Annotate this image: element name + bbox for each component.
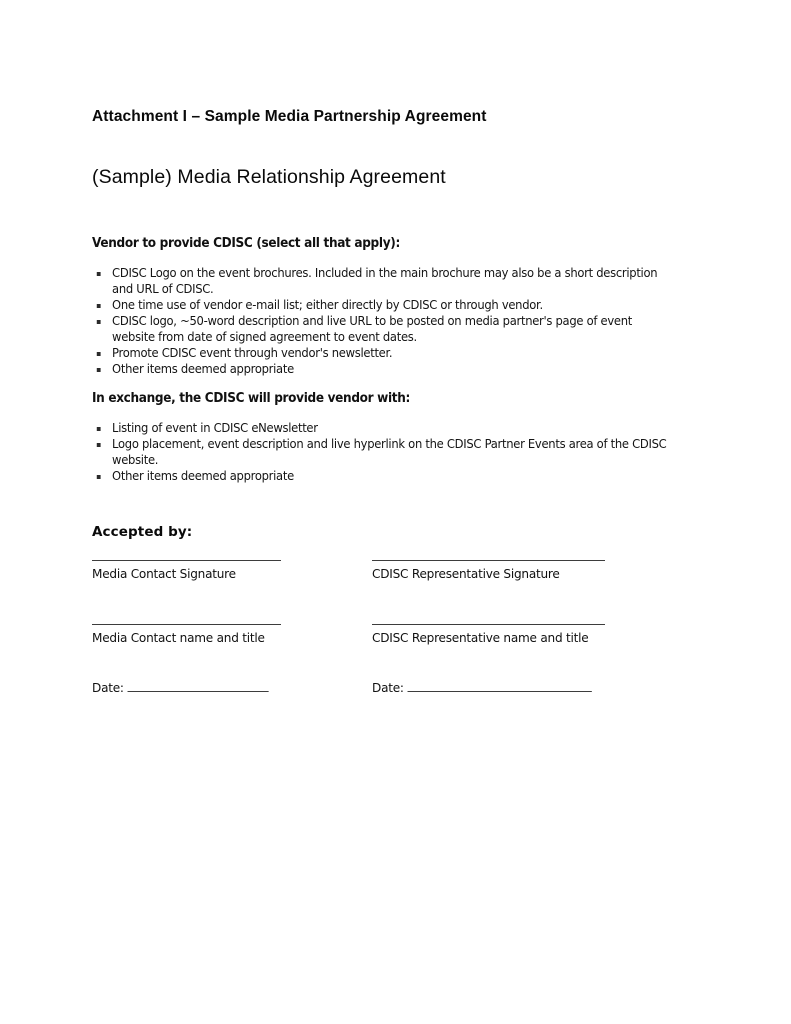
signature-label-cdisc-representative: CDISC Representative Signature: [372, 566, 560, 581]
name-title-line-media-contact[interactable]: [92, 624, 281, 625]
attachment-heading: Attachment I – Sample Media Partnership Agreement: [92, 108, 487, 125]
exchange-section-heading: In exchange, the CDISC will provide vendor with:: [92, 391, 411, 406]
list-item: CDISC Logo on the event brochures. Included in the main brochure may also be a short description and URL of CDISC.: [92, 266, 665, 297]
accepted-by-heading: Accepted by:: [92, 524, 193, 540]
list-item: Listing of event in CDISC eNewsletter: [92, 421, 675, 437]
date-label-media-contact: Date:: [92, 680, 124, 695]
vendor-section-heading: Vendor to provide CDISC (select all that apply):: [92, 236, 400, 251]
list-item: Other items deemed appropriate: [92, 469, 675, 485]
list-item: Promote CDISC event through vendor's newsletter.: [92, 346, 665, 362]
list-item: CDISC logo, ~50-word description and live URL to be posted on media partner's page of event website from date of signed agreement to event dates.: [92, 314, 665, 345]
list-item: Other items deemed appropriate: [92, 362, 665, 378]
name-title-label-cdisc-representative: CDISC Representative name and title: [372, 630, 589, 645]
name-title-line-cdisc-representative[interactable]: [372, 624, 605, 625]
page-title: (Sample) Media Relationship Agreement: [92, 166, 446, 188]
list-item: Logo placement, event description and live hyperlink on the CDISC Partner Events area of the CDISC website.: [92, 437, 675, 468]
list-item: One time use of vendor e-mail list; either directly by CDISC or through vendor.: [92, 298, 665, 314]
exchange-bullet-list: [92, 421, 702, 485]
signature-label-media-contact: Media Contact Signature: [92, 566, 236, 581]
date-field-media-contact: [92, 678, 269, 695]
signature-line-media-contact[interactable]: [92, 560, 281, 561]
date-field-cdisc-representative: [372, 678, 592, 695]
name-title-label-media-contact: Media Contact name and title: [92, 630, 265, 645]
date-input-cdisc-representative[interactable]: [408, 678, 592, 692]
date-label-cdisc-representative: Date:: [372, 680, 404, 695]
signature-line-cdisc-representative[interactable]: [372, 560, 605, 561]
vendor-bullet-list: [92, 266, 692, 378]
date-input-media-contact[interactable]: [128, 678, 269, 692]
